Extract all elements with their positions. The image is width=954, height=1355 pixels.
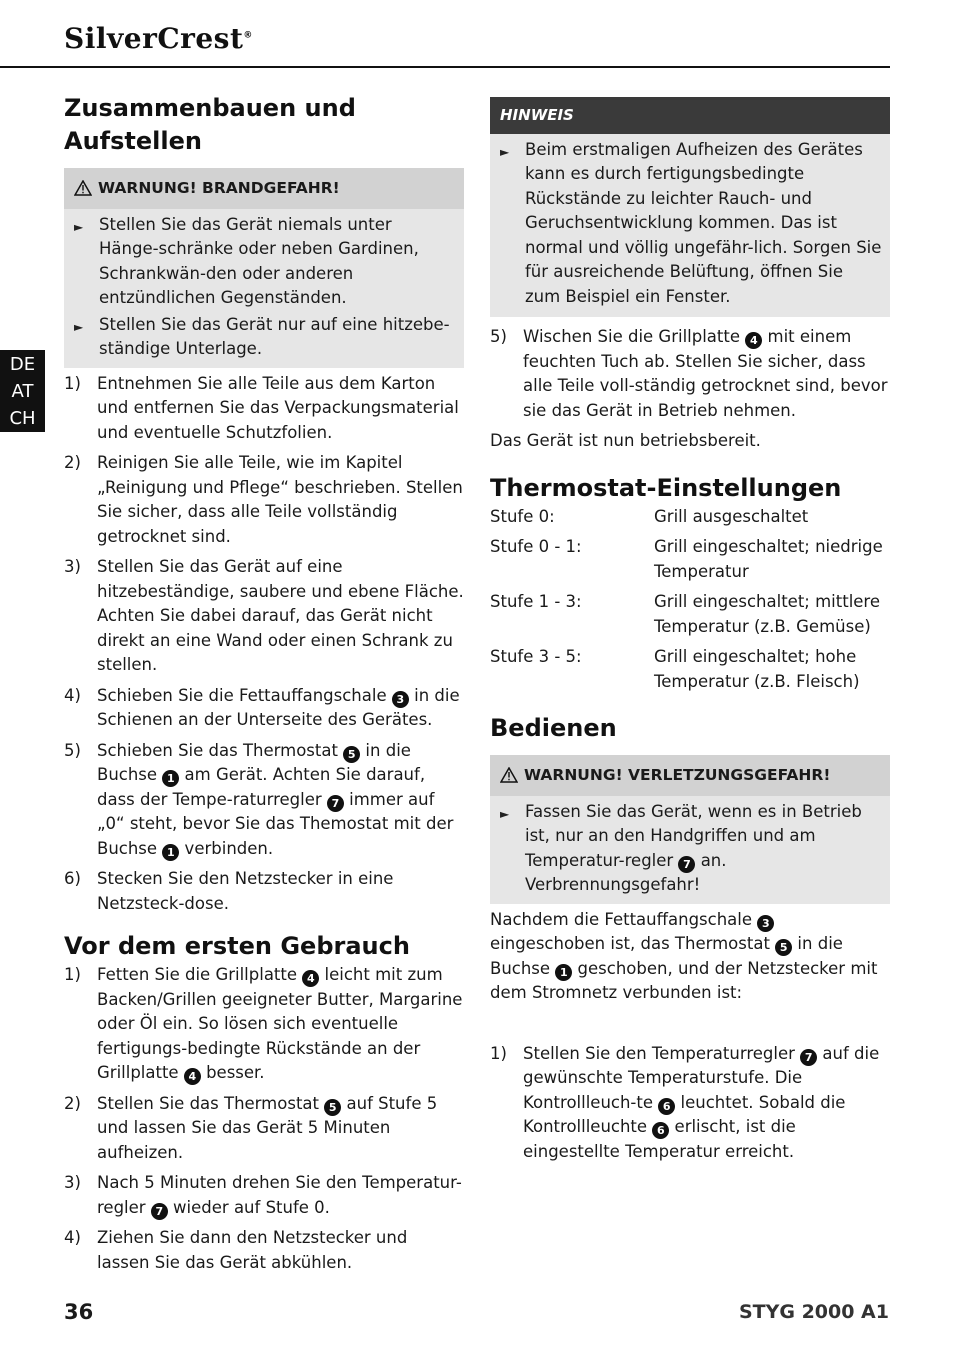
step-text: Fetten Sie die Grillplatte 4 leicht mit zum Backen/Grillen geeigneter Butter, Margarine oder Öl ein. So lösen sich eventuelle fertigungs-bedingte Rückstände an der Grillplatte 4 besser. [97,965,463,1083]
warning-box-fire [64,168,464,368]
step-text: Nach 5 Minuten drehen Sie den Temperatur-regler 7 wieder auf Stufe 0. [97,1173,462,1218]
step-number: 1) [64,965,81,984]
part-number-badge: 4 [184,1068,201,1085]
step-text: Stellen Sie den Temperaturregler 7 auf die gewünschte Temperaturstufe. Die Kontrollleuch-te 6 leuchtet. Sobald die Kontrollleuchte 6 erlischt, ist die eingestellte Temperatur erreicht. [523,1043,880,1161]
thermostat-level: Stufe 0 - 1: [490,537,582,556]
note-item: ► Beim erstmaligen Aufheizen des Gerätes kann es durch fertigungsbedingte Rückstände zu leichter Rauch- und Geruchsentwicklung kommen. Das ist normal und völlig ungefähr-lich. Sorgen Sie für ausreichende Belüftung, öffnen Sie zum Beispiel ein Fenster. [500,138,882,310]
step-number: 3) [64,1173,81,1192]
header-rule [0,66,890,68]
step-item [64,1092,464,1166]
part-number-badge: 7 [678,856,695,873]
part-number-badge: 3 [757,915,774,932]
lang-ch: CH [9,407,36,429]
arrow-icon: ► [500,144,510,159]
step-item [64,372,464,446]
step-text: Schieben Sie die Fettauffangschale 3 in die Schienen an der Unterseite des Gerätes. [97,685,460,729]
step-number: 1) [490,1043,507,1063]
step-number: 3) [64,557,81,576]
section-title-operation: Bedienen [490,714,617,742]
arrow-icon: ► [74,319,84,334]
step-item [64,451,464,549]
step-item [490,325,890,423]
step-text: Stellen Sie das Thermostat 5 auf Stufe 5 und lassen Sie das Gerät 5 Minuten aufheizen. [97,1093,438,1162]
part-number-badge: 6 [658,1098,675,1115]
step-number: 6) [64,869,81,888]
arrow-icon: ► [500,806,510,821]
step-item [64,555,464,678]
step-item [64,1171,464,1220]
section-title-assembly: Zusammenbauen und Aufstellen [64,94,356,155]
step-text: Wischen Sie die Grillplatte 4 mit einem feuchten Tuch ab. Stellen Sie sicher, dass alle Teile voll-ständig getrocknet sind, bevor sie das Gerät in Betrieb nehmen. [523,327,888,420]
part-number-badge: 5 [775,939,792,956]
operation-steps [490,1042,890,1165]
thermostat-description: Grill eingeschaltet; niedrige Temperatur [654,537,883,581]
right-column [490,92,890,1170]
step-number: 1) [64,373,81,393]
part-number-badge: 5 [343,746,360,763]
note-box [490,97,890,317]
part-number-badge: 7 [800,1049,817,1066]
arrow-icon: ► [74,219,84,234]
step-number: 5) [64,740,81,760]
ready-text: Das Gerät ist nun betriebsbereit. [490,431,761,450]
step-text: Reinigen Sie alle Teile, wie im Kapitel „Reinigung und Pflege“ beschrieben. Stellen Sie sicher, dass alle Teile vollständig getrocknet sind. [97,453,463,546]
step-item [64,684,464,733]
step-number: 2) [64,1093,81,1113]
section-title-thermostat: Thermostat-Einstellungen [490,473,842,502]
warning-heading: WARNUNG! BRANDGEFAHR! [64,168,464,209]
part-number-badge: 5 [324,1099,341,1116]
warning-item: ► Stellen Sie das Gerät nur auf eine hitzebe-ständige Unterlage. [74,313,456,362]
step-item [64,739,464,862]
operation-intro: Nachdem die Fettauffangschale 3 eingeschoben ist, das Thermostat 5 in die Buchse 1 geschoben, und der Netzstecker mit dem Stromnetz verbunden ist: [490,909,878,1002]
step-item [64,1226,464,1275]
step-text: Stecken Sie den Netzstecker in eine Netzsteck-dose. [97,869,394,913]
part-number-badge: 7 [151,1203,168,1220]
part-number-badge: 4 [302,970,319,987]
thermostat-description: Grill eingeschaltet; hohe Temperatur (z.B. Fleisch) [654,647,860,691]
step-text: Ziehen Sie dann den Netzstecker und lassen Sie das Gerät abkühlen. [97,1228,408,1272]
page-number: 36 [64,1300,94,1324]
thermostat-level: Stufe 0: [490,506,555,526]
model-number: STYG 2000 A1 [738,1301,889,1323]
thermostat-level: Stufe 3 - 5: [490,647,582,666]
warning-item: ► Stellen Sie das Gerät niemals unter Hänge-schränke oder neben Gardinen, Schrankwän-den oder anderen entzündlichen Gegenständen. [74,213,456,311]
thermostat-row [490,590,890,639]
part-number-badge: 1 [162,844,179,861]
thermostat-row [490,505,890,530]
step-item [490,1042,890,1165]
warning-triangle-icon [500,767,518,783]
warning-triangle-icon [74,180,92,196]
section-title-first-use: Vor dem ersten Gebrauch [64,932,410,960]
part-number-badge: 1 [555,964,572,981]
lang-de: DE [9,353,36,375]
lang-at: AT [11,380,34,402]
part-number-badge: 3 [392,691,409,708]
thermostat-level: Stufe 1 - 3: [490,592,582,611]
part-number-badge: 6 [652,1122,669,1139]
step-number: 4) [64,1228,81,1247]
step-text: Entnehmen Sie alle Teile aus dem Karton und entfernen Sie das Verpackungsmaterial und eventuelle Schutzfolien. [97,373,459,442]
thermostat-row [490,645,890,694]
thermostat-table [490,505,890,695]
thermostat-description: Grill eingeschaltet; mittlere Temperatur (z.B. Gemüse) [654,592,881,636]
thermostat-row [490,535,890,584]
warning-heading: WARNUNG! VERLETZUNGSGEFAHR! [490,755,890,796]
language-tab [0,350,45,432]
part-number-badge: 4 [745,332,762,349]
step-number: 5) [490,327,507,346]
step-text: Stellen Sie das Gerät auf eine hitzebeständige, saubere und ebene Fläche. Achten Sie dabei darauf, das Gerät nicht direkt an eine Wand oder einen Schrank zu stellen. [97,557,464,674]
first-use-step-5 [490,325,890,423]
step-text: Schieben Sie das Thermostat 5 in die Buchse 1 am Gerät. Achten Sie darauf, dass der Tempe-raturregler 7 immer auf „0“ steht, bevor Sie das Themostat mit der Buchse 1 verbinden. [97,740,454,859]
note-heading: HINWEIS [490,97,890,134]
step-number: 4) [64,685,81,705]
step-number: 2) [64,453,81,472]
warning-box-injury [490,755,890,904]
part-number-badge: 1 [162,770,179,787]
step-item [64,867,464,916]
thermostat-description: Grill ausgeschaltet [654,506,809,526]
left-column [64,92,464,1281]
part-number-badge: 7 [327,795,344,812]
warning-item: ► Fassen Sie das Gerät, wenn es in Betrieb ist, nur an den Handgriffen und am Temperatur-regler 7 an. Verbrennungsgefahr! [500,800,882,898]
brand-logo: SilverCrest® [64,22,253,55]
first-use-steps [64,963,464,1275]
step-item [64,963,464,1086]
assembly-steps [64,372,464,917]
